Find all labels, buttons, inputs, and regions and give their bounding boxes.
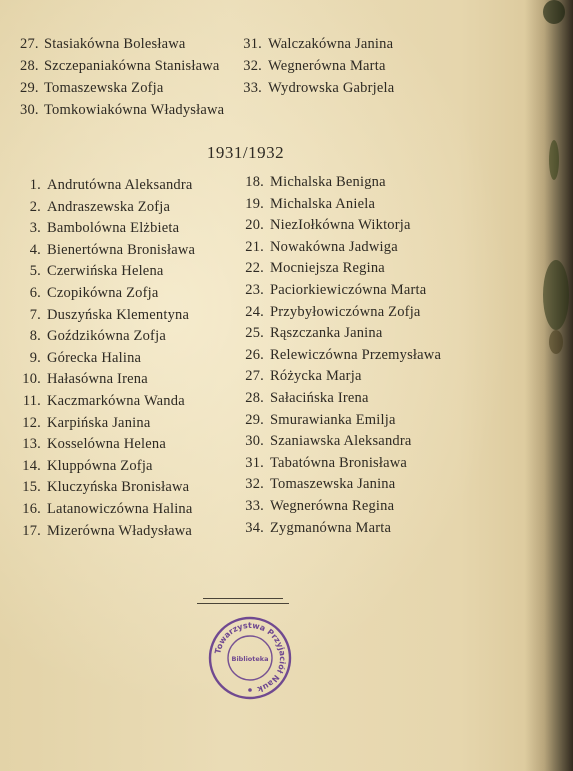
entry-name: Hałasówna Irena [47,371,148,388]
entry-number: 1. [29,177,41,193]
entry-number: 30. [20,101,39,118]
entry-name: Smurawianka Emilja [270,411,396,428]
list-item [20,218,195,240]
entry-number: 18. [245,174,264,190]
list-item [242,366,441,388]
entry-number: 29. [245,411,264,428]
entry-name: Wegnerówna Regina [270,497,395,514]
list-item [20,326,195,348]
entry-number: 15. [22,479,41,496]
entry-name: Tomaszewska Zofja [44,79,164,96]
list-item [242,345,441,367]
entry-name: Szczepaniakówna Stanisława [44,57,220,74]
entry-number: 24. [245,303,264,320]
edge-stain [549,140,559,180]
list-item [242,215,441,237]
entry-number: 31. [245,454,264,471]
entry-name: Górecka Halina [47,349,142,366]
list-item [242,302,441,324]
entry-name: Tomaszewska Janina [270,476,396,493]
entry-name: Szaniawska Aleksandra [270,433,412,450]
entry-number: 20. [245,217,264,234]
list-item [240,56,394,78]
edge-stain [543,260,569,330]
list-item [20,197,195,219]
year-heading: 1931/1932 [206,143,285,162]
entry-number: 19. [245,195,264,212]
entry-number: 32. [243,57,262,74]
entry-name: Czerwińska Helena [47,263,164,280]
entry-name: Tomkowiakówna Władysława [44,101,225,118]
entry-name: Przybyłowiczówna Zofja [270,303,421,320]
list-item [240,34,394,56]
entry-name: Nowakówna Jadwiga [270,238,398,255]
entry-number: 2. [29,198,41,215]
entry-number: 8. [29,328,41,345]
entry-number: 16. [22,500,41,517]
entry-name: Mocniejsza Regina [270,260,385,277]
entry-number: 32. [245,476,264,493]
page-edge-shadow [525,0,573,771]
student-list-right [242,172,441,539]
entry-number: 17. [22,522,41,539]
list-item [240,78,394,100]
list-item [20,283,195,305]
entry-number: 7. [29,306,41,323]
entry-number: 3. [29,220,41,237]
list-item [20,56,224,78]
list-item [242,323,441,345]
list-item [242,237,441,259]
entry-number: 29. [20,79,39,96]
entry-name: Mizerówna Władysława [47,522,193,539]
entry-name: Kosselówna Helena [47,436,166,453]
entry-name: Tabatówna Bronisława [270,454,408,471]
entry-number: 9. [29,349,41,366]
list-item [20,391,195,413]
entry-number: 27. [245,368,264,385]
prior-year-list-left [20,34,224,122]
entry-number: 14. [22,457,41,474]
entry-name: Bambolówna Elżbieta [47,220,180,237]
entry-number: 30. [245,433,264,450]
stamp-center-text: Biblioteka [231,655,269,663]
entry-name: Różycka Marja [270,368,362,385]
list-item [20,413,195,435]
entry-number: 34. [245,519,264,536]
entry-name: Czopikówna Zofja [47,284,159,301]
list-item [20,369,195,391]
list-item [242,172,441,194]
stamp-dot [248,688,252,692]
list-item [242,280,441,302]
list-item [20,305,195,327]
entry-number: 5. [29,263,41,280]
list-item [20,261,195,283]
entry-number: 21. [245,238,264,255]
library-stamp [206,614,294,702]
section-divider [203,598,283,599]
list-item [242,410,441,432]
entry-number: 28. [20,57,39,74]
entry-name: Sałacińska Irena [270,389,369,406]
entry-name: Rąszczanka Janina [270,325,383,342]
list-item [20,175,195,197]
entry-number: 33. [245,497,264,514]
entry-name: Duszyńska Klementyna [47,306,190,323]
entry-number: 10. [22,371,41,388]
entry-number: 27. [20,36,39,52]
entry-name: Wegnerówna Marta [268,57,386,74]
entry-name: Kluczyńska Bronisława [47,479,190,496]
entry-name: Walczakówna Janina [268,36,394,52]
entry-name: Andrutówna Aleksandra [47,177,193,193]
entry-number: 6. [29,284,41,301]
entry-name: Paciorkiewiczówna Marta [270,281,427,298]
entry-number: 23. [245,281,264,298]
entry-name: Andraszewska Zofja [47,198,171,215]
prior-year-list-right [240,34,394,100]
list-item [20,240,195,262]
entry-name: Relewiczówna Przemysława [270,346,442,363]
entry-name: Bienertówna Bronisława [47,241,196,258]
entry-name: Kluppówna Zofja [47,457,153,474]
entry-number: 26. [245,346,264,363]
student-list-left [20,175,195,542]
entry-number: 22. [245,260,264,277]
entry-name: Goździkówna Zofja [47,328,166,345]
entry-name: Latanowiczówna Halina [47,500,193,517]
list-item [20,100,224,122]
entry-name: Wydrowska Gabrjela [268,79,395,96]
list-item [20,477,195,499]
entry-number: 25. [245,325,264,342]
list-item [20,499,195,521]
entry-name: Karpińska Janina [47,414,151,431]
list-item [20,348,195,370]
entry-number: 28. [245,389,264,406]
entry-number: 11. [22,392,41,409]
list-item [20,434,195,456]
list-item [242,194,441,216]
list-item [242,258,441,280]
entry-number: 33. [243,79,262,96]
list-item [242,496,441,518]
list-item [242,388,441,410]
list-item [20,34,224,56]
list-item [242,453,441,475]
list-item [20,456,195,478]
entry-number: 4. [29,241,41,258]
edge-stain [549,330,563,354]
list-item [242,431,441,453]
list-item [20,78,224,100]
list-item [242,518,441,540]
entry-name: Zygmanówna Marta [270,519,392,536]
entry-number: 12. [22,414,41,431]
entry-name: Michalska Benigna [270,174,386,190]
entry-name: Michalska Aniela [270,195,376,212]
entry-name: Stasiakówna Bolesława [44,36,186,52]
list-item [242,474,441,496]
entry-number: 31. [243,36,262,52]
entry-number: 13. [22,436,41,453]
edge-stain [543,0,565,24]
stamp-ring-text: Towarzystwa Przyjaciół Nauk [213,620,288,694]
section-divider [197,603,289,604]
list-item [20,521,195,543]
entry-name: Kaczmarkówna Wanda [47,392,185,409]
entry-name: NiezIołkówna Wiktorja [270,217,411,234]
